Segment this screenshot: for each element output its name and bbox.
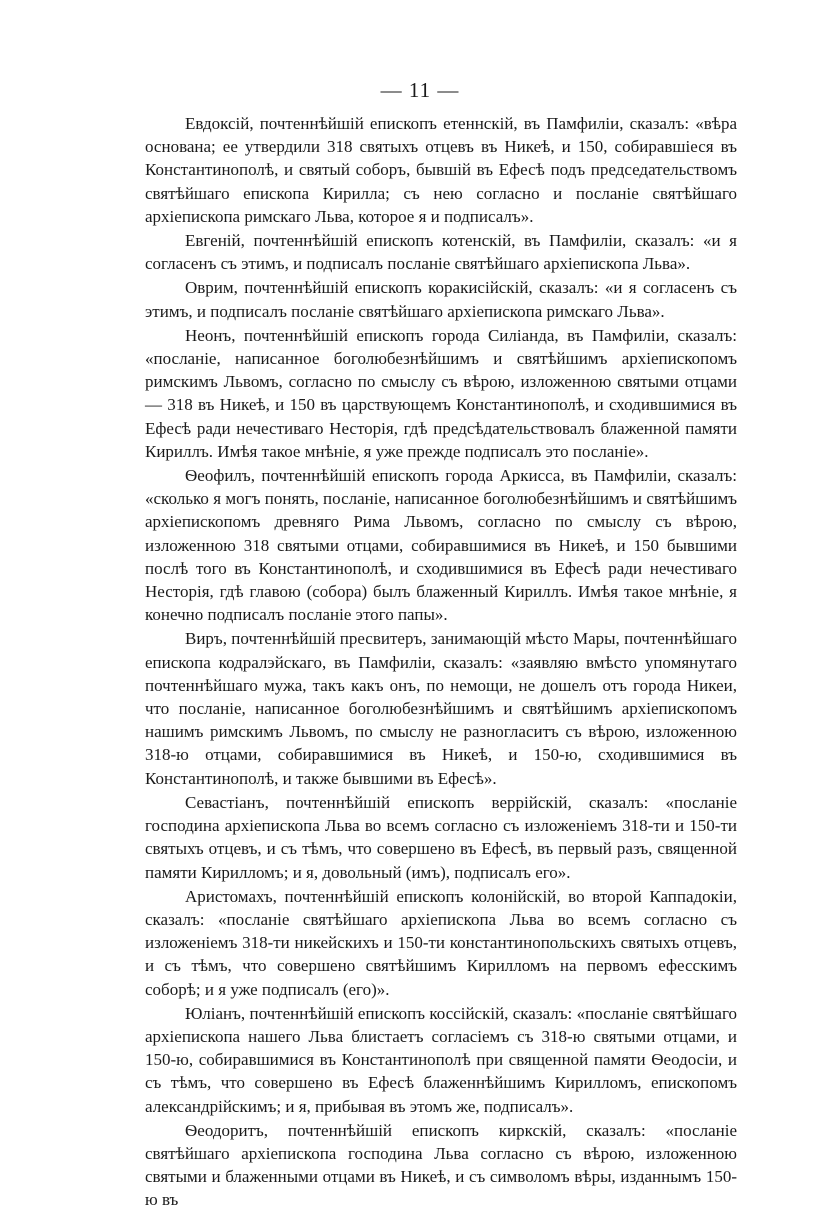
- body-text: [145, 112, 737, 1213]
- paragraph-sebastian: Севастіанъ, почтеннѣйшій епископъ веррійскій, сказалъ: «посланіе господина архіепископа Льва во всемъ согласно съ изложеніемъ 318-ти и 150-ти святыхъ отцевъ, и съ тѣмъ, что совершено въ Ефесѣ, въ первый разъ, священной памяти Кирилломъ; и я, довольный (имъ), подписалъ его».: [145, 792, 737, 882]
- paragraph-ovrim: Оврим, почтеннѣйшій епископъ коракисійскій, сказалъ: «и я согласенъ съ этимъ, и подписалъ посланіе святѣйшаго архіепископа римскаго Льва».: [145, 278, 737, 321]
- paragraph-aristomachus: Аристомахъ, почтеннѣйшій епископъ колонійскій, во второй Каппадокіи, сказалъ: «посланіе святѣйшаго архіепископа Льва во всемъ согласно съ изложеніемъ 318-ти никейскихъ и 150-ти константинопольскихъ святыхъ отцевъ, и съ тѣмъ, что совершено святѣйшимъ Кирилломъ на первомъ ефесскимъ соборѣ; и я уже подписалъ (его)».: [145, 886, 737, 999]
- paragraph-theodoret: Ѳеодоритъ, почтеннѣйшій епископъ киркскій, сказалъ: «посланіе святѣйшаго архіепископа господина Льва согласно съ вѣрою, изложенною святыми и блаженными отцами въ Никеѣ, и съ символомъ вѣры, изданнымъ 150-ю въ: [145, 1120, 737, 1210]
- paragraph-virus: Виръ, почтеннѣйшій пресвитеръ, занимающій мѣсто Мары, почтеннѣйшаго епископа кодралэйскаго, въ Памфиліи, сказалъ: «заявляю вмѣсто упомянутаго почтеннѣйшаго мужа, такъ какъ онъ, по немощи, не дошелъ отъ города Никеи, что посланіе, написанное боголюбезнѣйшимъ и святѣйшимъ архіепископомъ нашимъ римскимъ Львомъ, по смыслу не разногласитъ съ вѣрою, изложенною 318-ю отцами, собиравшимися въ Никеѣ, и 150-ю, сходившимися въ Константинополѣ, и также бывшими въ Ефесѣ».: [145, 629, 737, 788]
- page-number: — 11 —: [380, 78, 460, 102]
- paragraph-neon: Неонъ, почтеннѣйшій епископъ города Силіанда, въ Памфиліи, сказалъ: «посланіе, написанное боголюбезнѣйшимъ и святѣйшимъ архіепископомъ римскимъ Львомъ, согласно по смыслу съ вѣрою, изложенною святыми отцами— 318 въ Никеѣ, и 150 въ царствующемъ Константинополѣ, и сходившимися въ Ефесѣ ради нечестиваго Несторія, гдѣ предсѣдательствовалъ блаженной памяти Кириллъ. Имѣя такое мнѣніе, я уже прежде подписалъ это посланіе».: [145, 325, 737, 461]
- paragraph-eudoxius: Евдоксій, почтеннѣйшій епископъ етеннскій, въ Памфиліи, сказалъ: «вѣра основана; ее утвердили 318 святыхъ отцевъ въ Никеѣ, и 150, собиравшіеся въ Константинополѣ, и святый соборъ, бывшій въ Ефесѣ подъ председательствомъ святѣйшаго епископа Кирилла; съ нею согласно и посланіе святѣйшаго архіепископа римскаго Льва, которое я и подписалъ».: [145, 114, 737, 226]
- paragraph-eugenius: Евгеній, почтеннѣйшій епископъ котенскій, въ Памфиліи, сказалъ: «и я согласенъ съ этимъ, и подписалъ посланіе святѣйшаго архіепископа Льва».: [145, 231, 737, 274]
- paragraph-julian: Юліанъ, почтеннѣйшій епископъ коссійскій, сказалъ: «посланіе святѣйшаго архіепископа нашего Льва блистаетъ согласіемъ съ 318-ю святыми отцами, и 150-ю, собиравшимися въ Константинополѣ при священной памяти Ѳеодосіи, и съ тѣмъ, что совершено въ Ефесѣ блаженнѣйшимъ Кирилломъ, епископомъ александрійскимъ; и я, прибывая въ этомъ же, подписалъ».: [145, 1003, 737, 1116]
- paragraph-theophilus: Ѳеофилъ, почтеннѣйшій епископъ города Аркисса, въ Памфиліи, сказалъ: «сколько я могъ понять, посланіе, написанное боголюбезнѣйшимъ и святѣйшимъ архіепископомъ древняго Рима Львомъ, согласно по смыслу съ вѣрою, изложенною 318 святыми отцами, собиравшимися въ Никеѣ, и 150 бывшими послѣ того въ Константинополѣ, и сходившимися въ Ефесѣ ради нечестиваго Несторія, гдѣ главою (собора) былъ блаженный Кириллъ. Имѣя такое мнѣніе, я конечно подписалъ посланіе этого папы».: [145, 466, 737, 625]
